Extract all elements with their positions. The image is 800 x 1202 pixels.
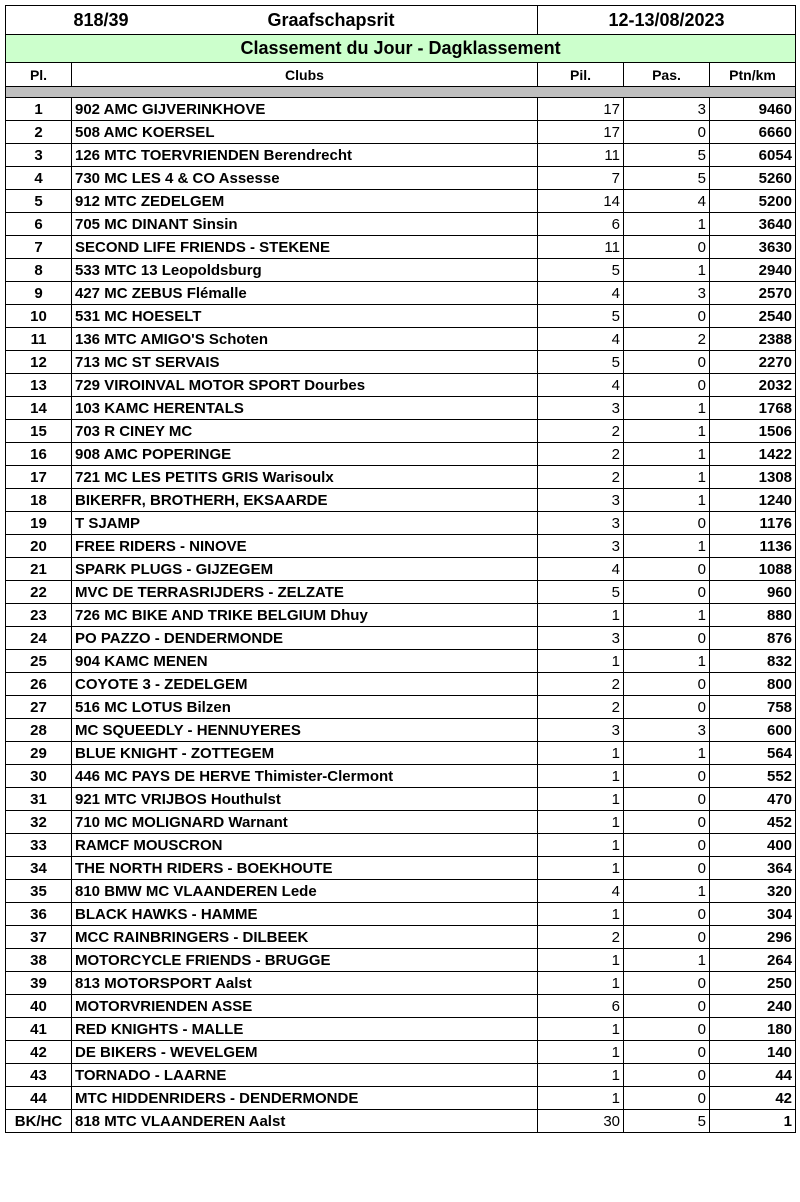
passengers-cell: 2 <box>624 328 710 351</box>
pilots-cell: 3 <box>538 627 624 650</box>
club-cell: 902 AMC GIJVERINKHOVE <box>72 98 538 121</box>
pilots-cell: 1 <box>538 1041 624 1064</box>
passengers-cell: 0 <box>624 512 710 535</box>
table-row <box>6 213 796 236</box>
club-cell: FREE RIDERS - NINOVE <box>72 535 538 558</box>
club-cell: 730 MC LES 4 & CO Assesse <box>72 167 538 190</box>
passengers-cell: 0 <box>624 581 710 604</box>
table-row <box>6 236 796 259</box>
rank-cell: 13 <box>6 374 72 397</box>
passengers-cell: 0 <box>624 305 710 328</box>
pilots-cell: 3 <box>538 397 624 420</box>
points-cell: 42 <box>710 1087 796 1110</box>
points-cell: 364 <box>710 857 796 880</box>
passengers-cell: 0 <box>624 236 710 259</box>
rank-cell: 41 <box>6 1018 72 1041</box>
points-cell: 1176 <box>710 512 796 535</box>
rank-cell: 16 <box>6 443 72 466</box>
pilots-cell: 1 <box>538 903 624 926</box>
club-cell: 726 MC BIKE AND TRIKE BELGIUM Dhuy <box>72 604 538 627</box>
rank-cell: 7 <box>6 236 72 259</box>
table-row <box>6 259 796 282</box>
passengers-cell: 4 <box>624 190 710 213</box>
passengers-cell: 0 <box>624 834 710 857</box>
passengers-cell: 0 <box>624 673 710 696</box>
passengers-cell: 3 <box>624 98 710 121</box>
passengers-cell: 1 <box>624 420 710 443</box>
club-cell: 531 MC HOESELT <box>72 305 538 328</box>
rank-cell: 44 <box>6 1087 72 1110</box>
club-cell: 904 KAMC MENEN <box>72 650 538 673</box>
pilots-cell: 5 <box>538 259 624 282</box>
club-cell: 729 VIROINVAL MOTOR SPORT Dourbes <box>72 374 538 397</box>
rank-cell: 30 <box>6 765 72 788</box>
pilots-cell: 2 <box>538 673 624 696</box>
pilots-cell: 1 <box>538 811 624 834</box>
club-cell: MOTORCYCLE FRIENDS - BRUGGE <box>72 949 538 972</box>
points-cell: 2940 <box>710 259 796 282</box>
club-cell: 703 R CINEY MC <box>72 420 538 443</box>
passengers-cell: 0 <box>624 903 710 926</box>
table-row <box>6 788 796 811</box>
column-header-pilots: Pil. <box>538 63 624 87</box>
rank-cell: 11 <box>6 328 72 351</box>
passengers-cell: 1 <box>624 213 710 236</box>
pilots-cell: 1 <box>538 1018 624 1041</box>
points-cell: 264 <box>710 949 796 972</box>
points-cell: 400 <box>710 834 796 857</box>
rank-cell: 40 <box>6 995 72 1018</box>
points-cell: 2570 <box>710 282 796 305</box>
column-header-rank: Pl. <box>6 63 72 87</box>
rank-cell: 27 <box>6 696 72 719</box>
rank-cell: 3 <box>6 144 72 167</box>
rank-cell: 29 <box>6 742 72 765</box>
rank-cell: 2 <box>6 121 72 144</box>
table-row <box>6 535 796 558</box>
table-row <box>6 581 796 604</box>
points-cell: 180 <box>710 1018 796 1041</box>
table-row <box>6 765 796 788</box>
points-cell: 1308 <box>710 466 796 489</box>
rank-cell: 5 <box>6 190 72 213</box>
points-cell: 3640 <box>710 213 796 236</box>
pilots-cell: 4 <box>538 558 624 581</box>
rank-cell: 23 <box>6 604 72 627</box>
pilots-cell: 4 <box>538 374 624 397</box>
rank-cell: 21 <box>6 558 72 581</box>
club-cell: 103 KAMC HERENTALS <box>72 397 538 420</box>
club-cell: 705 MC DINANT Sinsin <box>72 213 538 236</box>
points-cell: 552 <box>710 765 796 788</box>
rank-cell: 12 <box>6 351 72 374</box>
points-cell: 250 <box>710 972 796 995</box>
points-cell: 1768 <box>710 397 796 420</box>
table-row <box>6 443 796 466</box>
table-row <box>6 604 796 627</box>
table-row <box>6 328 796 351</box>
ranking-table <box>5 5 796 1133</box>
passengers-cell: 0 <box>624 1041 710 1064</box>
header-row <box>6 6 796 35</box>
table-row <box>6 1041 796 1064</box>
rank-cell: 33 <box>6 834 72 857</box>
passengers-cell: 0 <box>624 1064 710 1087</box>
table-row <box>6 857 796 880</box>
club-cell: COYOTE 3 - ZEDELGEM <box>72 673 538 696</box>
rank-cell: 6 <box>6 213 72 236</box>
rank-cell: 4 <box>6 167 72 190</box>
points-cell: 564 <box>710 742 796 765</box>
table-row <box>6 673 796 696</box>
club-cell: 533 MTC 13 Leopoldsburg <box>72 259 538 282</box>
pilots-cell: 5 <box>538 305 624 328</box>
club-cell: 713 MC ST SERVAIS <box>72 351 538 374</box>
column-header-clubs: Clubs <box>72 63 538 87</box>
rank-cell: 34 <box>6 857 72 880</box>
passengers-cell: 0 <box>624 788 710 811</box>
rank-cell: 10 <box>6 305 72 328</box>
points-cell: 1422 <box>710 443 796 466</box>
pilots-cell: 1 <box>538 604 624 627</box>
table-row <box>6 972 796 995</box>
rank-cell: 35 <box>6 880 72 903</box>
passengers-cell: 0 <box>624 351 710 374</box>
pilots-cell: 11 <box>538 144 624 167</box>
event-code: 818/39 <box>73 9 129 30</box>
passengers-cell: 1 <box>624 880 710 903</box>
club-cell: 721 MC LES PETITS GRIS Warisoulx <box>72 466 538 489</box>
rank-cell: 25 <box>6 650 72 673</box>
pilots-cell: 3 <box>538 489 624 512</box>
club-cell: RAMCF MOUSCRON <box>72 834 538 857</box>
points-cell: 880 <box>710 604 796 627</box>
points-cell: 758 <box>710 696 796 719</box>
points-cell: 5200 <box>710 190 796 213</box>
rank-cell: 19 <box>6 512 72 535</box>
rank-cell: 36 <box>6 903 72 926</box>
passengers-cell: 0 <box>624 374 710 397</box>
club-cell: 813 MOTORSPORT Aalst <box>72 972 538 995</box>
spacer-row <box>6 87 796 98</box>
pilots-cell: 1 <box>538 742 624 765</box>
club-cell: TORNADO - LAARNE <box>72 1064 538 1087</box>
pilots-cell: 1 <box>538 949 624 972</box>
points-cell: 6054 <box>710 144 796 167</box>
pilots-cell: 5 <box>538 581 624 604</box>
passengers-cell: 0 <box>624 558 710 581</box>
passengers-cell: 1 <box>624 466 710 489</box>
club-cell: BLACK HAWKS - HAMME <box>72 903 538 926</box>
pilots-cell: 3 <box>538 535 624 558</box>
rank-cell: 8 <box>6 259 72 282</box>
table-row <box>6 144 796 167</box>
table-row <box>6 811 796 834</box>
points-cell: 1088 <box>710 558 796 581</box>
table-row <box>6 489 796 512</box>
rank-cell: 32 <box>6 811 72 834</box>
ranking-sheet <box>5 5 795 1133</box>
club-cell: 136 MTC AMIGO'S Schoten <box>72 328 538 351</box>
pilots-cell: 2 <box>538 926 624 949</box>
club-cell: 921 MTC VRIJBOS Houthulst <box>72 788 538 811</box>
rank-cell: 18 <box>6 489 72 512</box>
rank-cell: 39 <box>6 972 72 995</box>
club-cell: MTC HIDDENRIDERS - DENDERMONDE <box>72 1087 538 1110</box>
pilots-cell: 7 <box>538 167 624 190</box>
pilots-cell: 30 <box>538 1110 624 1133</box>
table-row <box>6 374 796 397</box>
club-cell: DE BIKERS - WEVELGEM <box>72 1041 538 1064</box>
pilots-cell: 1 <box>538 972 624 995</box>
points-cell: 876 <box>710 627 796 650</box>
table-row <box>6 742 796 765</box>
table-row <box>6 1087 796 1110</box>
points-cell: 960 <box>710 581 796 604</box>
points-cell: 2540 <box>710 305 796 328</box>
rank-cell: 20 <box>6 535 72 558</box>
points-cell: 1136 <box>710 535 796 558</box>
rank-cell: 26 <box>6 673 72 696</box>
club-cell: PO PAZZO - DENDERMONDE <box>72 627 538 650</box>
points-cell: 3630 <box>710 236 796 259</box>
club-cell: MOTORVRIENDEN ASSE <box>72 995 538 1018</box>
pilots-cell: 1 <box>538 788 624 811</box>
table-row <box>6 1018 796 1041</box>
club-cell: 427 MC ZEBUS Flémalle <box>72 282 538 305</box>
table-row <box>6 305 796 328</box>
points-cell: 320 <box>710 880 796 903</box>
column-header-points: Ptn/km <box>710 63 796 87</box>
passengers-cell: 0 <box>624 926 710 949</box>
table-row <box>6 397 796 420</box>
passengers-cell: 3 <box>624 719 710 742</box>
passengers-cell: 5 <box>624 1110 710 1133</box>
points-cell: 5260 <box>710 167 796 190</box>
table-row <box>6 696 796 719</box>
passengers-cell: 1 <box>624 604 710 627</box>
pilots-cell: 1 <box>538 857 624 880</box>
table-row <box>6 466 796 489</box>
pilots-cell: 4 <box>538 328 624 351</box>
club-cell: 818 MTC VLAANDEREN Aalst <box>72 1110 538 1133</box>
pilots-cell: 4 <box>538 282 624 305</box>
points-cell: 304 <box>710 903 796 926</box>
points-cell: 9460 <box>710 98 796 121</box>
passengers-cell: 5 <box>624 144 710 167</box>
club-cell: 912 MTC ZEDELGEM <box>72 190 538 213</box>
passengers-cell: 0 <box>624 995 710 1018</box>
points-cell: 470 <box>710 788 796 811</box>
table-row <box>6 995 796 1018</box>
club-cell: BLUE KNIGHT - ZOTTEGEM <box>72 742 538 765</box>
points-cell: 1506 <box>710 420 796 443</box>
table-row <box>6 98 796 121</box>
club-cell: 446 MC PAYS DE HERVE Thimister-Clermont <box>72 765 538 788</box>
passengers-cell: 1 <box>624 742 710 765</box>
passengers-cell: 0 <box>624 1087 710 1110</box>
points-cell: 800 <box>710 673 796 696</box>
table-row <box>6 1064 796 1087</box>
passengers-cell: 1 <box>624 535 710 558</box>
pilots-cell: 5 <box>538 351 624 374</box>
club-cell: T SJAMP <box>72 512 538 535</box>
table-row <box>6 1110 796 1133</box>
passengers-cell: 1 <box>624 949 710 972</box>
table-row <box>6 351 796 374</box>
page-title: Classement du Jour - Dagklassement <box>6 35 796 63</box>
club-cell: MVC DE TERRASRIJDERS - ZELZATE <box>72 581 538 604</box>
pilots-cell: 1 <box>538 765 624 788</box>
points-cell: 240 <box>710 995 796 1018</box>
pilots-cell: 2 <box>538 420 624 443</box>
table-row <box>6 926 796 949</box>
event-date: 12-13/08/2023 <box>538 6 796 35</box>
table-row <box>6 949 796 972</box>
passengers-cell: 1 <box>624 650 710 673</box>
points-cell: 1 <box>710 1110 796 1133</box>
club-cell: 508 AMC KOERSEL <box>72 121 538 144</box>
club-cell: BIKERFR, BROTHERH, EKSAARDE <box>72 489 538 512</box>
club-cell: MC SQUEEDLY - HENNUYERES <box>72 719 538 742</box>
passengers-cell: 1 <box>624 489 710 512</box>
passengers-cell: 0 <box>624 972 710 995</box>
passengers-cell: 1 <box>624 443 710 466</box>
passengers-cell: 5 <box>624 167 710 190</box>
points-cell: 44 <box>710 1064 796 1087</box>
club-cell: RED KNIGHTS - MALLE <box>72 1018 538 1041</box>
points-cell: 1240 <box>710 489 796 512</box>
table-row <box>6 650 796 673</box>
rank-cell: 43 <box>6 1064 72 1087</box>
club-cell: MCC RAINBRINGERS - DILBEEK <box>72 926 538 949</box>
pilots-cell: 2 <box>538 696 624 719</box>
pilots-cell: 1 <box>538 1087 624 1110</box>
pilots-cell: 11 <box>538 236 624 259</box>
rank-cell: 24 <box>6 627 72 650</box>
rank-cell: 38 <box>6 949 72 972</box>
club-cell: 126 MTC TOERVRIENDEN Berendrecht <box>72 144 538 167</box>
passengers-cell: 3 <box>624 282 710 305</box>
passengers-cell: 0 <box>624 857 710 880</box>
rank-cell: 22 <box>6 581 72 604</box>
pilots-cell: 14 <box>538 190 624 213</box>
club-cell: 810 BMW MC VLAANDEREN Lede <box>72 880 538 903</box>
column-header-passengers: Pas. <box>624 63 710 87</box>
table-row <box>6 420 796 443</box>
pilots-cell: 4 <box>538 880 624 903</box>
rank-cell: 15 <box>6 420 72 443</box>
rank-cell: 37 <box>6 926 72 949</box>
table-row <box>6 282 796 305</box>
club-cell: SPARK PLUGS - GIJZEGEM <box>72 558 538 581</box>
passengers-cell: 0 <box>624 696 710 719</box>
table-row <box>6 880 796 903</box>
column-header-row <box>6 63 796 87</box>
rank-cell: 31 <box>6 788 72 811</box>
club-cell: THE NORTH RIDERS - BOEKHOUTE <box>72 857 538 880</box>
pilots-cell: 1 <box>538 834 624 857</box>
event-title: Graafschapsrit <box>267 9 395 30</box>
points-cell: 296 <box>710 926 796 949</box>
table-row <box>6 627 796 650</box>
pilots-cell: 3 <box>538 719 624 742</box>
rank-cell: 1 <box>6 98 72 121</box>
rank-cell: 9 <box>6 282 72 305</box>
points-cell: 832 <box>710 650 796 673</box>
club-cell: 710 MC MOLIGNARD Warnant <box>72 811 538 834</box>
points-cell: 2270 <box>710 351 796 374</box>
passengers-cell: 0 <box>624 811 710 834</box>
points-cell: 2032 <box>710 374 796 397</box>
pilots-cell: 2 <box>538 443 624 466</box>
pilots-cell: 6 <box>538 213 624 236</box>
table-row <box>6 512 796 535</box>
pilots-cell: 17 <box>538 121 624 144</box>
pilots-cell: 2 <box>538 466 624 489</box>
table-row <box>6 167 796 190</box>
club-cell: 908 AMC POPERINGE <box>72 443 538 466</box>
points-cell: 140 <box>710 1041 796 1064</box>
table-row <box>6 834 796 857</box>
passengers-cell: 1 <box>624 397 710 420</box>
rank-cell: 17 <box>6 466 72 489</box>
rank-cell: 42 <box>6 1041 72 1064</box>
table-row <box>6 903 796 926</box>
pilots-cell: 17 <box>538 98 624 121</box>
pilots-cell: 3 <box>538 512 624 535</box>
rank-cell: 14 <box>6 397 72 420</box>
table-row <box>6 558 796 581</box>
passengers-cell: 0 <box>624 627 710 650</box>
subtitle-row <box>6 35 796 63</box>
points-cell: 6660 <box>710 121 796 144</box>
points-cell: 600 <box>710 719 796 742</box>
passengers-cell: 1 <box>624 259 710 282</box>
passengers-cell: 0 <box>624 1018 710 1041</box>
passengers-cell: 0 <box>624 121 710 144</box>
pilots-cell: 1 <box>538 650 624 673</box>
table-row <box>6 190 796 213</box>
points-cell: 2388 <box>710 328 796 351</box>
passengers-cell: 0 <box>624 765 710 788</box>
club-cell: 516 MC LOTUS Bilzen <box>72 696 538 719</box>
pilots-cell: 6 <box>538 995 624 1018</box>
pilots-cell: 1 <box>538 1064 624 1087</box>
rank-cell: 28 <box>6 719 72 742</box>
table-row <box>6 719 796 742</box>
rank-cell: BK/HC <box>6 1110 72 1133</box>
club-cell: SECOND LIFE FRIENDS - STEKENE <box>72 236 538 259</box>
points-cell: 452 <box>710 811 796 834</box>
table-row <box>6 121 796 144</box>
